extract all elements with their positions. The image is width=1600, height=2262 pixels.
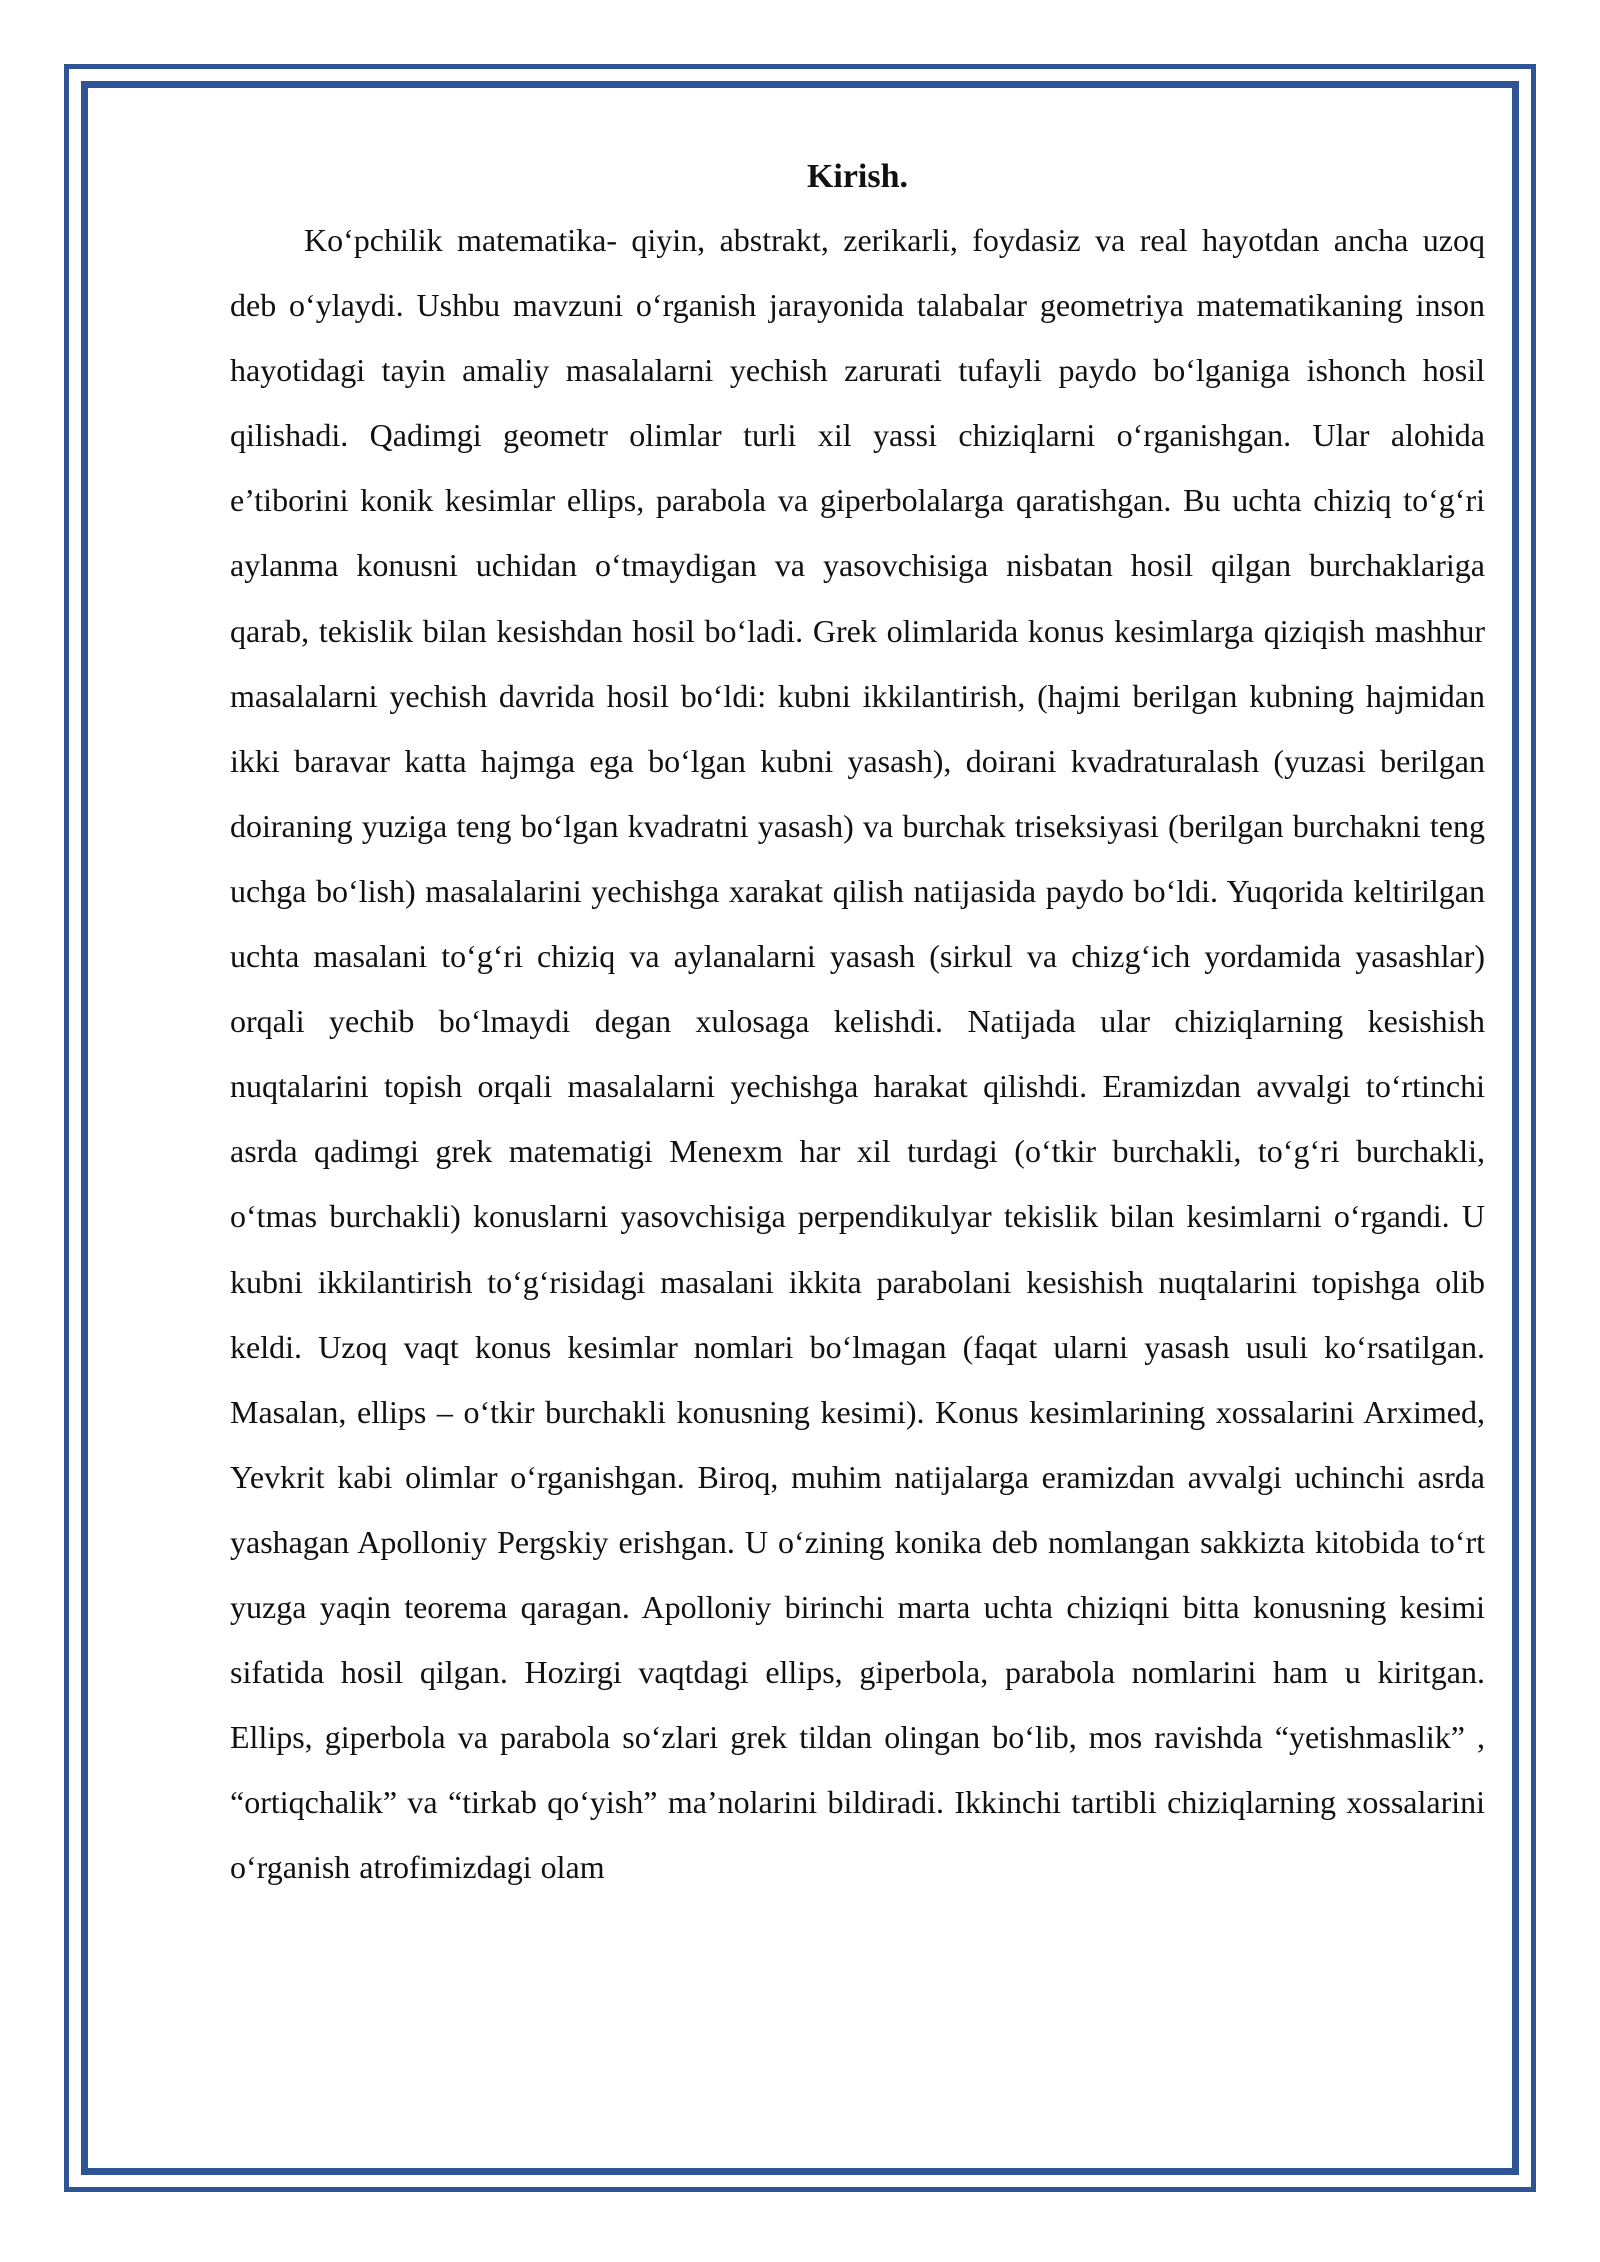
body-paragraph: Ko‘pchilik matematika- qiyin, abstrakt, zerikarli, foydasiz va real hayotdan ancha uzoq deb o‘ylaydi. Ushbu mavzuni o‘rganish jarayonida talabalar geometriya matematikaning inson hayotidagi tayin amaliy masalalarni yechish zarurati tufayli paydo bo‘lganiga ishonch hosil qilishadi. Qadimgi geometr olimlar turli xil yassi chiziqlarni o‘rganishgan. Ular alohida e’tiborini konik kesimlar ellips, parabola va giperbolalarga qaratishgan. Bu uchta chiziq to‘g‘ri aylanma konusni uchidan o‘tmaydigan va yasovchisiga nisbatan hosil qilgan burchaklariga qarab, tekislik bilan kesishdan hosil bo‘ladi. Grek olimlarida konus kesimlarga qiziqish mashhur masalalarni yechish davrida hosil bo‘ldi: kubni ikkilantirish, (hajmi berilgan kubning hajmidan ikki baravar katta hajmga ega bo‘lgan kubni yasash), doirani kvadraturalash (yuzasi berilgan doiraning yuziga teng bo‘lgan kvadratni yasash) va burchak triseksiyasi (berilgan burchakni teng uchga bo‘lish) masalalarini yechishga xarakat qilish natijasida paydo bo‘ldi. Yuqorida keltirilgan uchta masalani to‘g‘ri chiziq va aylanalarni yasash (sirkul va chizg‘ich yordamida yasashlar) orqali yechib bo‘lmaydi degan xulosaga kelishdi. Natijada ular chiziqlarning kesishish nuqtalarini topish orqali masalalarni yechishga harakat qilishdi. Eramizdan avvalgi to‘rtinchi asrda qadimgi grek matematigi Menexm har xil turdagi (o‘tkir burchakli, to‘g‘ri burchakli, o‘tmas burchakli) konuslarni yasovchisiga perpendikulyar tekislik bilan kesimlarni o‘rgandi. U kubni ikkilantirish to‘g‘risidagi masalani ikkita parabolani kesishish nuqtalarini topishga olib keldi. Uzoq vaqt konus kesimlar nomlari bo‘lmagan (faqat ularni yasash usuli ko‘rsatilgan. Masalan, ellips – o‘tkir burchakli konusning kesimi). Konus kesimlarining xossalarini Arximed, Yevkrit kabi olimlar o‘rganishgan. Biroq, muhim natijalarga eramizdan avvalgi uchinchi asrda yashagan Apolloniy Pergskiy erishgan. U o‘zining konika deb nomlangan sakkizta kitobida to‘rt yuzga yaqin teorema qaragan. Apolloniy birinchi marta uchta chiziqni bitta konusning kesimi sifatida hosil qilgan. Hozirgi vaqtdagi ellips, giperbola, parabola nomlarini ham u kiritgan. Ellips, giperbola va parabola so‘zlari grek tildan olingan bo‘lib, mos ravishda “yetishmaslik” , “ortiqchalik” va “tirkab qo‘yish” ma’nolarini bildiradi. Ikkinchi tartibli chiziqlarning xossalarini o‘rganish atrofimizdagi olam	[230, 222, 1485, 1886]
document-title: Kirish.	[806, 158, 909, 195]
document-content	[230, 150, 1485, 1900]
